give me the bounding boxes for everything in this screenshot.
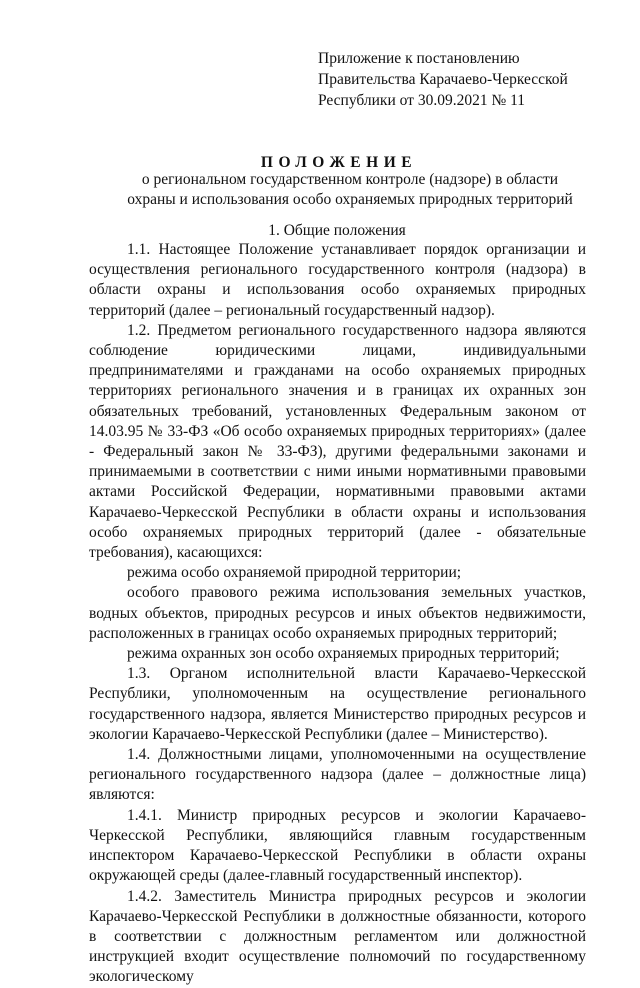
paragraph-list-item-2: особого правового режима использования земельных участков, водных объектов, природных ресурсов и иных объектов недвижимости, расположенных в границах особо охраняемых природных территорий; [89,584,586,642]
paragraph-1-4-2: 1.4.2. Заместитель Министра природных ресурсов и экологии Карачаево-Черкесской Республики в должностные обязанности, которого в соответствии с должностным регламентом или должностной инструкцией входит осуществление полномочий по государственному экологическому [89,887,586,986]
paragraph-1-1: 1.1. Настоящее Положение устанавливает порядок организации и осуществления регионального государственного контроля (надзора) в области охраны и использования особо охраняемых природных территорий (далее – региональный государственный надзор). [89,241,586,319]
appendix-line-2: Правительства Карачаево-Черкесской [318,71,568,88]
paragraph-1-3: 1.3. Органом исполнительной власти Карачаево-Черкесской Республики, уполномоченным на осуществление регионального государственного надзора, является Министерство природных ресурсов и экологии Карачаево-Черкесской Республики (далее – Министерство). [89,665,586,743]
appendix-line-3: Республики от 30.09.2021 № 11 [318,92,526,109]
subtitle-line-1: о региональном государственном контроле (надзоре) в области [141,171,559,188]
document-title: ПОЛОЖЕНИЕ [260,154,418,171]
document-subtitle [100,170,600,210]
section-heading: 1. Общие положения [268,222,406,239]
document-body [89,240,586,988]
subtitle-line-2: охраны и использования особо охраняемых природных территорий [127,191,573,208]
paragraph-list-item-3: режима охранных зон особо охраняемых природных территорий; [127,645,560,663]
paragraph-1-4-1: 1.4.1. Министр природных ресурсов и экологии Карачаево-Черкесской Республики, являющийся главным государственным инспектором Карачаево-Черкесской Республики в области охраны окружающей среды (далее-главный государственный инспектор). [89,806,586,885]
paragraph-1-2: 1.2. Предметом регионального государственного надзора являются соблюдение юридическими лицами, индивидуальными предпринимателями и гражданами на особо охраняемых природных территориях регионального значения и в границах их охранных зон обязательных требований, установленных Федеральным законом от 14.03.95 № 33-ФЗ «Об особо охраняемых природных территориях» (далее - Федеральный закон № 33-ФЗ), другими федеральными законами и принимаемыми в соответствии с ними иными нормативными правовыми актами Российской Федерации, нормативными правовыми актами Карачаево-Черкесской Республики в области охраны и использования особо охраняемых природных территорий (далее - обязательные требования), касающихся: [89,321,586,562]
paragraph-1-4: 1.4. Должностными лицами, уполномоченными на осуществление регионального государственного надзора (далее – должностные лица) являются: [89,746,586,804]
paragraph-list-item-1: режима особо охраняемой природной территории; [127,564,462,582]
appendix-line-1: Приложение к постановлению [318,50,520,67]
appendix-note [318,48,618,111]
